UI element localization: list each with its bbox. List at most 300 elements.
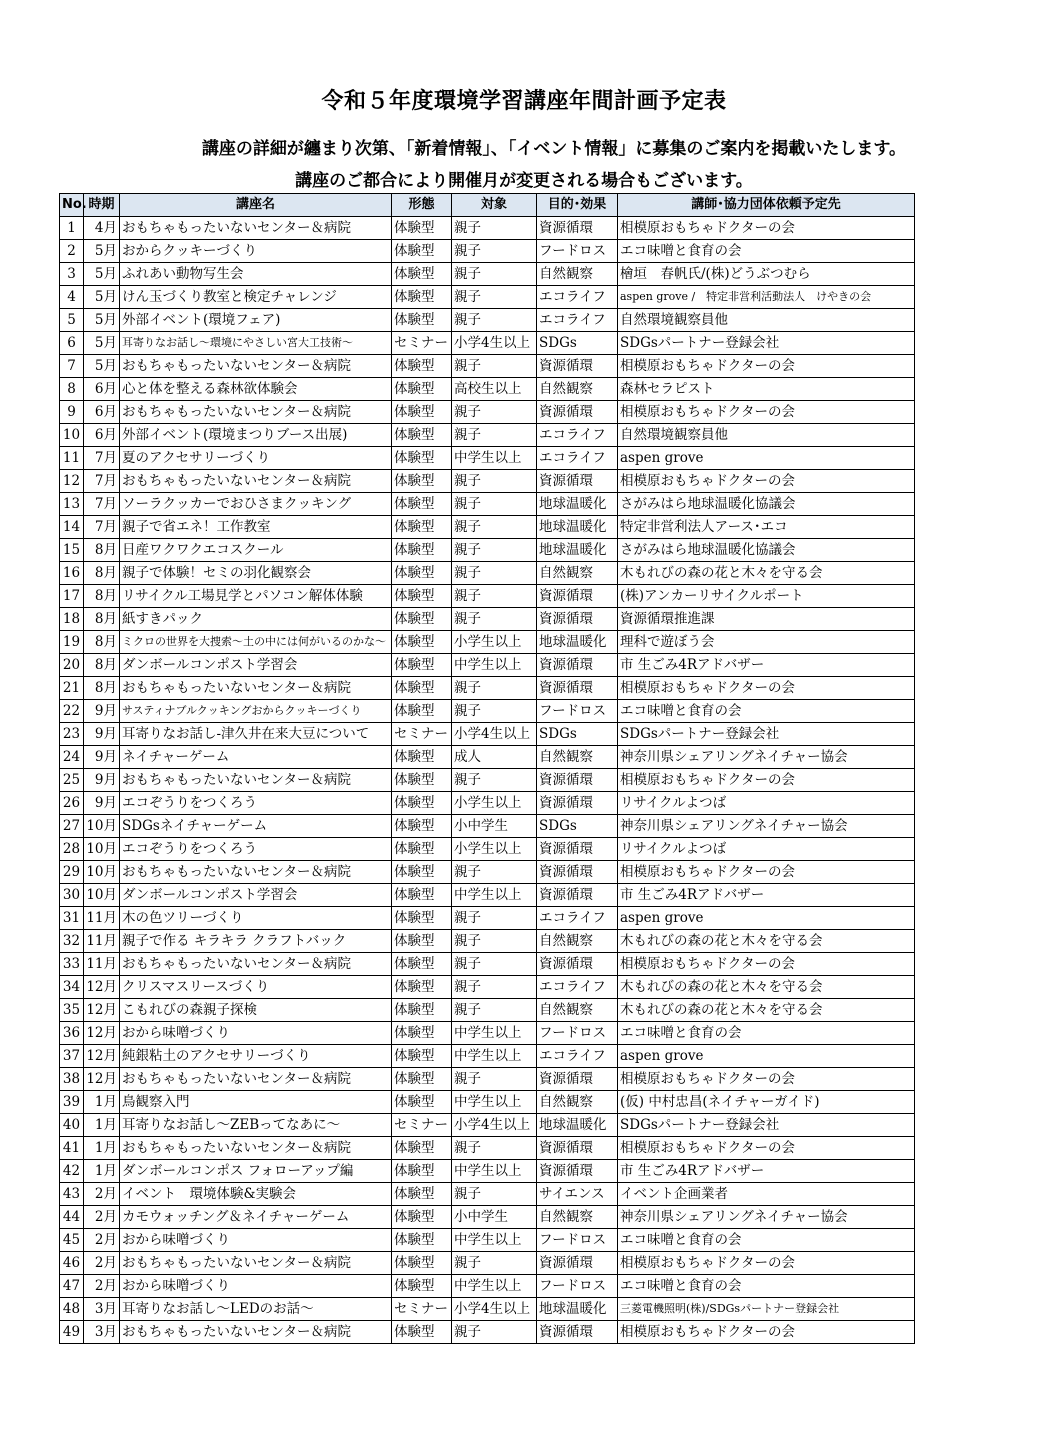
cell-target: 親子 — [452, 470, 537, 493]
cell-period: 5月 — [84, 286, 120, 309]
cell-period: 7月 — [84, 493, 120, 516]
cell-target: 親子 — [452, 263, 537, 286]
cell-instructor: 神奈川県シェアリングネイチャー協会 — [618, 815, 915, 838]
table-row — [60, 1183, 915, 1206]
table-row — [60, 378, 915, 401]
cell-no: 14 — [60, 516, 84, 539]
table-row — [60, 263, 915, 286]
cell-purpose: エコライフ — [537, 309, 618, 332]
cell-period: 2月 — [84, 1275, 120, 1298]
cell-format: 体験型 — [392, 815, 452, 838]
cell-target: 小中学生 — [452, 1206, 537, 1229]
cell-instructor: 檜垣 春帆氏/(株)どうぶつむら — [618, 263, 915, 286]
cell-course-name: 親子で省エネ！工作教室 — [120, 516, 392, 539]
cell-course-name: エコぞうりをつくろう — [120, 792, 392, 815]
cell-purpose: エコライフ — [537, 907, 618, 930]
cell-target: 親子 — [452, 1068, 537, 1091]
cell-period: 5月 — [84, 263, 120, 286]
cell-instructor: 自然環境観察員他 — [618, 424, 915, 447]
cell-period: 12月 — [84, 1068, 120, 1091]
table-row — [60, 723, 915, 746]
cell-period: 8月 — [84, 585, 120, 608]
cell-target: 親子 — [452, 585, 537, 608]
cell-format: 体験型 — [392, 493, 452, 516]
cell-period: 9月 — [84, 723, 120, 746]
cell-course-name: エコぞうりをつくろう — [120, 838, 392, 861]
cell-no: 3 — [60, 263, 84, 286]
cell-target: 親子 — [452, 677, 537, 700]
cell-purpose: 自然観察 — [537, 1091, 618, 1114]
cell-no: 19 — [60, 631, 84, 654]
cell-target: 親子 — [452, 907, 537, 930]
cell-no: 37 — [60, 1045, 84, 1068]
cell-period: 6月 — [84, 424, 120, 447]
cell-format: セミナー — [392, 1114, 452, 1137]
cell-course-name: ミクロの世界を大捜索～土の中には何がいるのかな～ — [120, 631, 392, 654]
cell-purpose: フードロス — [537, 240, 618, 263]
cell-target: 親子 — [452, 286, 537, 309]
table-row — [60, 286, 915, 309]
cell-instructor: 相模原おもちゃドクターの会 — [618, 1137, 915, 1160]
cell-no: 42 — [60, 1160, 84, 1183]
cell-period: 12月 — [84, 999, 120, 1022]
cell-target: 中学生以上 — [452, 1022, 537, 1045]
table-row — [60, 1321, 915, 1344]
cell-target: 親子 — [452, 539, 537, 562]
cell-instructor: 自然環境観察員他 — [618, 309, 915, 332]
cell-format: 体験型 — [392, 884, 452, 907]
cell-course-name: 日産ワクワクエコスクール — [120, 539, 392, 562]
cell-no: 29 — [60, 861, 84, 884]
header-format: 形態 — [392, 194, 452, 217]
cell-course-name: 鳥観察入門 — [120, 1091, 392, 1114]
cell-target: 小中学生 — [452, 815, 537, 838]
cell-course-name: リサイクル工場見学とパソコン解体体験 — [120, 585, 392, 608]
cell-target: 親子 — [452, 1252, 537, 1275]
table-row — [60, 815, 915, 838]
cell-format: 体験型 — [392, 240, 452, 263]
cell-instructor: 相模原おもちゃドクターの会 — [618, 1321, 915, 1344]
page-title: 令和５年度環境学習講座年間計画予定表 — [321, 89, 727, 114]
cell-course-name: 外部イベント(環境まつりブース出展) — [120, 424, 392, 447]
cell-format: 体験型 — [392, 838, 452, 861]
cell-course-name: おもちゃもったいないセンター＆病院 — [120, 1252, 392, 1275]
cell-instructor: 特定非営利法人アース･エコ — [618, 516, 915, 539]
cell-course-name: 木の色ツリーづくり — [120, 907, 392, 930]
cell-instructor: エコ味噌と食育の会 — [618, 700, 915, 723]
cell-purpose: 資源循環 — [537, 677, 618, 700]
cell-format: 体験型 — [392, 930, 452, 953]
cell-purpose: SDGs — [537, 332, 618, 355]
cell-format: 体験型 — [392, 585, 452, 608]
cell-format: 体験型 — [392, 631, 452, 654]
cell-format: セミナー — [392, 332, 452, 355]
cell-purpose: 自然観察 — [537, 378, 618, 401]
cell-format: 体験型 — [392, 1137, 452, 1160]
table-header-row — [60, 194, 915, 217]
cell-period: 8月 — [84, 608, 120, 631]
cell-target: 中学生以上 — [452, 1275, 537, 1298]
cell-purpose: SDGs — [537, 723, 618, 746]
cell-no: 27 — [60, 815, 84, 838]
cell-purpose: 資源循環 — [537, 1068, 618, 1091]
cell-period: 2月 — [84, 1229, 120, 1252]
cell-format: 体験型 — [392, 309, 452, 332]
table-row — [60, 539, 915, 562]
cell-format: 体験型 — [392, 1229, 452, 1252]
cell-purpose: フードロス — [537, 1229, 618, 1252]
cell-course-name: ふれあい動物写生会 — [120, 263, 392, 286]
table-row — [60, 240, 915, 263]
table-row — [60, 746, 915, 769]
table-body — [60, 217, 915, 1344]
cell-purpose: エコライフ — [537, 424, 618, 447]
cell-instructor: さがみはら地球温暖化協議会 — [618, 493, 915, 516]
table-row — [60, 631, 915, 654]
cell-instructor: (株)アンカーリサイクルポート — [618, 585, 915, 608]
cell-format: 体験型 — [392, 976, 452, 999]
cell-course-name: SDGsネイチャーゲーム — [120, 815, 392, 838]
cell-purpose: 自然観察 — [537, 562, 618, 585]
cell-instructor: 相模原おもちゃドクターの会 — [618, 861, 915, 884]
cell-no: 43 — [60, 1183, 84, 1206]
cell-no: 18 — [60, 608, 84, 631]
cell-target: 親子 — [452, 1183, 537, 1206]
cell-period: 5月 — [84, 240, 120, 263]
cell-period: 7月 — [84, 470, 120, 493]
cell-course-name: ダンボールコンポスト学習会 — [120, 654, 392, 677]
cell-purpose: SDGs — [537, 815, 618, 838]
table-row — [60, 332, 915, 355]
cell-course-name: サスティナブルクッキングおからクッキーづくり — [120, 700, 392, 723]
table-row — [60, 1160, 915, 1183]
cell-purpose: 資源循環 — [537, 1252, 618, 1275]
cell-purpose: 資源循環 — [537, 861, 618, 884]
cell-no: 33 — [60, 953, 84, 976]
cell-purpose: エコライフ — [537, 286, 618, 309]
cell-target: 親子 — [452, 493, 537, 516]
cell-period: 10月 — [84, 838, 120, 861]
cell-no: 24 — [60, 746, 84, 769]
cell-instructor: SDGsパートナー登録会社 — [618, 723, 915, 746]
cell-target: 親子 — [452, 976, 537, 999]
cell-no: 35 — [60, 999, 84, 1022]
cell-purpose: フードロス — [537, 700, 618, 723]
cell-no: 36 — [60, 1022, 84, 1045]
cell-instructor: イベント企画業者 — [618, 1183, 915, 1206]
cell-no: 32 — [60, 930, 84, 953]
cell-format: 体験型 — [392, 355, 452, 378]
cell-purpose: 自然観察 — [537, 263, 618, 286]
cell-no: 31 — [60, 907, 84, 930]
cell-course-name: おもちゃもったいないセンター＆病院 — [120, 1137, 392, 1160]
cell-period: 2月 — [84, 1252, 120, 1275]
cell-format: 体験型 — [392, 286, 452, 309]
cell-target: 親子 — [452, 953, 537, 976]
subtitle-schedule-note: 講座のご都合により開催月が変更される場合もございます。 — [295, 171, 753, 191]
table-row — [60, 999, 915, 1022]
cell-format: 体験型 — [392, 217, 452, 240]
cell-no: 7 — [60, 355, 84, 378]
cell-purpose: 自然観察 — [537, 746, 618, 769]
table-row — [60, 1252, 915, 1275]
table-row — [60, 516, 915, 539]
cell-course-name: おもちゃもったいないセンター＆病院 — [120, 953, 392, 976]
cell-purpose: 地球温暖化 — [537, 631, 618, 654]
cell-purpose: 資源循環 — [537, 953, 618, 976]
table-row — [60, 355, 915, 378]
cell-period: 8月 — [84, 677, 120, 700]
cell-purpose: 資源循環 — [537, 355, 618, 378]
cell-period: 10月 — [84, 861, 120, 884]
cell-no: 5 — [60, 309, 84, 332]
cell-period: 8月 — [84, 654, 120, 677]
cell-instructor: リサイクルよつば — [618, 792, 915, 815]
cell-period: 1月 — [84, 1114, 120, 1137]
table-row — [60, 792, 915, 815]
cell-instructor: 資源循環推進課 — [618, 608, 915, 631]
cell-target: 小学4生以上 — [452, 1298, 537, 1321]
cell-course-name: ダンボールコンポス フォローアップ編 — [120, 1160, 392, 1183]
cell-instructor: 相模原おもちゃドクターの会 — [618, 217, 915, 240]
cell-target: 親子 — [452, 1137, 537, 1160]
table-row — [60, 769, 915, 792]
table-row — [60, 493, 915, 516]
cell-format: 体験型 — [392, 608, 452, 631]
cell-course-name: おから味噌づくり — [120, 1022, 392, 1045]
cell-format: 体験型 — [392, 1321, 452, 1344]
cell-target: 親子 — [452, 769, 537, 792]
cell-target: 親子 — [452, 424, 537, 447]
cell-course-name: ソーラクッカーでおひさまクッキング — [120, 493, 392, 516]
cell-instructor: エコ味噌と食育の会 — [618, 240, 915, 263]
subtitle-notice: 講座の詳細が纏まり次第、「新着情報」、「イベント情報」に募集のご案内を掲載いたします。 — [201, 139, 907, 159]
cell-purpose: 地球温暖化 — [537, 539, 618, 562]
table-row — [60, 447, 915, 470]
cell-no: 46 — [60, 1252, 84, 1275]
cell-target: 中学生以上 — [452, 447, 537, 470]
cell-course-name: おもちゃもったいないセンター＆病院 — [120, 217, 392, 240]
cell-period: 7月 — [84, 447, 120, 470]
cell-course-name: 親子で体験！セミの羽化観察会 — [120, 562, 392, 585]
cell-purpose: フードロス — [537, 1275, 618, 1298]
cell-course-name: カモウォッチング＆ネイチャーゲーム — [120, 1206, 392, 1229]
cell-purpose: 資源循環 — [537, 654, 618, 677]
cell-course-name: おから味噌づくり — [120, 1229, 392, 1252]
cell-no: 47 — [60, 1275, 84, 1298]
cell-no: 45 — [60, 1229, 84, 1252]
table-row — [60, 861, 915, 884]
schedule-table — [59, 193, 915, 1344]
cell-period: 8月 — [84, 631, 120, 654]
cell-purpose: 資源循環 — [537, 1160, 618, 1183]
cell-course-name: 心と体を整える森林欲体験会 — [120, 378, 392, 401]
cell-format: 体験型 — [392, 792, 452, 815]
cell-purpose: 地球温暖化 — [537, 1114, 618, 1137]
cell-instructor: 市 生ごみ4Rアドバザー — [618, 1160, 915, 1183]
cell-no: 25 — [60, 769, 84, 792]
header-purpose: 目的･効果 — [537, 194, 618, 217]
cell-format: 体験型 — [392, 539, 452, 562]
cell-format: 体験型 — [392, 424, 452, 447]
cell-no: 22 — [60, 700, 84, 723]
cell-course-name: 耳寄りなお話し～ZEBってなあに～ — [120, 1114, 392, 1137]
cell-period: 3月 — [84, 1321, 120, 1344]
cell-course-name: ネイチャーゲーム — [120, 746, 392, 769]
cell-format: 体験型 — [392, 907, 452, 930]
cell-format: 体験型 — [392, 1206, 452, 1229]
cell-instructor: aspen grove — [618, 907, 915, 930]
cell-instructor: aspen grove — [618, 447, 915, 470]
table-row — [60, 976, 915, 999]
header-course-name: 講座名 — [120, 194, 392, 217]
cell-purpose: 資源循環 — [537, 608, 618, 631]
table-row — [60, 953, 915, 976]
cell-format: 体験型 — [392, 677, 452, 700]
cell-period: 12月 — [84, 1045, 120, 1068]
table-row — [60, 677, 915, 700]
table-row — [60, 654, 915, 677]
cell-format: 体験型 — [392, 1045, 452, 1068]
cell-purpose: 資源循環 — [537, 585, 618, 608]
cell-target: 中学生以上 — [452, 654, 537, 677]
cell-format: 体験型 — [392, 1252, 452, 1275]
cell-purpose: フードロス — [537, 1022, 618, 1045]
cell-no: 13 — [60, 493, 84, 516]
cell-target: 親子 — [452, 930, 537, 953]
cell-purpose: 地球温暖化 — [537, 516, 618, 539]
cell-period: 5月 — [84, 355, 120, 378]
cell-target: 親子 — [452, 401, 537, 424]
cell-course-name: おもちゃもったいないセンター＆病院 — [120, 769, 392, 792]
cell-purpose: 資源循環 — [537, 792, 618, 815]
cell-period: 5月 — [84, 332, 120, 355]
table-row — [60, 700, 915, 723]
cell-purpose: 地球温暖化 — [537, 1298, 618, 1321]
cell-purpose: 資源循環 — [537, 217, 618, 240]
cell-target: 親子 — [452, 240, 537, 263]
table-row — [60, 1229, 915, 1252]
cell-format: 体験型 — [392, 516, 452, 539]
cell-format: セミナー — [392, 1298, 452, 1321]
cell-instructor: エコ味噌と食育の会 — [618, 1229, 915, 1252]
cell-no: 20 — [60, 654, 84, 677]
cell-purpose: 資源循環 — [537, 401, 618, 424]
cell-target: 親子 — [452, 608, 537, 631]
cell-instructor: 森林セラピスト — [618, 378, 915, 401]
cell-course-name: こもれびの森親子探検 — [120, 999, 392, 1022]
cell-course-name: おもちゃもったいないセンター＆病院 — [120, 1321, 392, 1344]
cell-target: 小学生以上 — [452, 792, 537, 815]
cell-format: 体験型 — [392, 861, 452, 884]
cell-instructor: 相模原おもちゃドクターの会 — [618, 1252, 915, 1275]
cell-purpose: 自然観察 — [537, 1206, 618, 1229]
cell-no: 41 — [60, 1137, 84, 1160]
cell-no: 48 — [60, 1298, 84, 1321]
cell-no: 17 — [60, 585, 84, 608]
cell-no: 15 — [60, 539, 84, 562]
cell-instructor: 市 生ごみ4Rアドバザー — [618, 884, 915, 907]
cell-instructor: エコ味噌と食育の会 — [618, 1022, 915, 1045]
cell-no: 26 — [60, 792, 84, 815]
cell-instructor: 神奈川県シェアリングネイチャー協会 — [618, 746, 915, 769]
cell-period: 4月 — [84, 217, 120, 240]
cell-format: 体験型 — [392, 447, 452, 470]
cell-course-name: おから味噌づくり — [120, 1275, 392, 1298]
cell-period: 10月 — [84, 884, 120, 907]
cell-period: 11月 — [84, 953, 120, 976]
cell-course-name: けん玉づくり教室と検定チャレンジ — [120, 286, 392, 309]
cell-no: 12 — [60, 470, 84, 493]
cell-purpose: エコライフ — [537, 976, 618, 999]
cell-course-name: 夏のアクセサリーづくり — [120, 447, 392, 470]
cell-course-name: 外部イベント(環境フェア) — [120, 309, 392, 332]
cell-format: 体験型 — [392, 1183, 452, 1206]
cell-period: 5月 — [84, 309, 120, 332]
cell-period: 7月 — [84, 516, 120, 539]
table-row — [60, 838, 915, 861]
cell-course-name: おもちゃもったいないセンター＆病院 — [120, 401, 392, 424]
cell-target: 親子 — [452, 999, 537, 1022]
cell-instructor: 木もれびの森の花と木々を守る会 — [618, 930, 915, 953]
cell-no: 39 — [60, 1091, 84, 1114]
cell-course-name: おもちゃもったいないセンター＆病院 — [120, 470, 392, 493]
cell-purpose: エコライフ — [537, 447, 618, 470]
cell-instructor: 理科で遊ぼう会 — [618, 631, 915, 654]
table-row — [60, 608, 915, 631]
cell-purpose: サイエンス — [537, 1183, 618, 1206]
table-row — [60, 1045, 915, 1068]
cell-course-name: おもちゃもったいないセンター＆病院 — [120, 861, 392, 884]
cell-instructor: aspen grove — [618, 1045, 915, 1068]
cell-purpose: エコライフ — [537, 1045, 618, 1068]
cell-course-name: 紙すきパック — [120, 608, 392, 631]
cell-format: 体験型 — [392, 1091, 452, 1114]
cell-instructor: (仮) 中村忠昌(ネイチャーガイド) — [618, 1091, 915, 1114]
cell-period: 12月 — [84, 976, 120, 999]
cell-no: 44 — [60, 1206, 84, 1229]
cell-format: 体験型 — [392, 999, 452, 1022]
cell-no: 11 — [60, 447, 84, 470]
cell-period: 1月 — [84, 1137, 120, 1160]
cell-format: セミナー — [392, 723, 452, 746]
cell-purpose: 資源循環 — [537, 1321, 618, 1344]
cell-target: 小学4生以上 — [452, 1114, 537, 1137]
cell-course-name: クリスマスリースづくり — [120, 976, 392, 999]
cell-no: 28 — [60, 838, 84, 861]
table-row — [60, 562, 915, 585]
cell-target: 親子 — [452, 861, 537, 884]
table-row — [60, 1206, 915, 1229]
table-row — [60, 309, 915, 332]
cell-instructor: 相模原おもちゃドクターの会 — [618, 401, 915, 424]
cell-period: 12月 — [84, 1022, 120, 1045]
cell-no: 30 — [60, 884, 84, 907]
cell-target: 親子 — [452, 562, 537, 585]
cell-course-name: 耳寄りなお話し～環境にやさしい宮大工技術～ — [120, 332, 392, 355]
table-row — [60, 217, 915, 240]
table-row — [60, 1068, 915, 1091]
cell-no: 8 — [60, 378, 84, 401]
cell-target: 成人 — [452, 746, 537, 769]
cell-instructor: 相模原おもちゃドクターの会 — [618, 1068, 915, 1091]
cell-no: 4 — [60, 286, 84, 309]
cell-purpose: 地球温暖化 — [537, 493, 618, 516]
cell-instructor: aspen grove / 特定非営利活動法人 けやきの会 — [618, 286, 915, 309]
table-row — [60, 907, 915, 930]
cell-period: 6月 — [84, 378, 120, 401]
cell-instructor: SDGsパートナー登録会社 — [618, 332, 915, 355]
